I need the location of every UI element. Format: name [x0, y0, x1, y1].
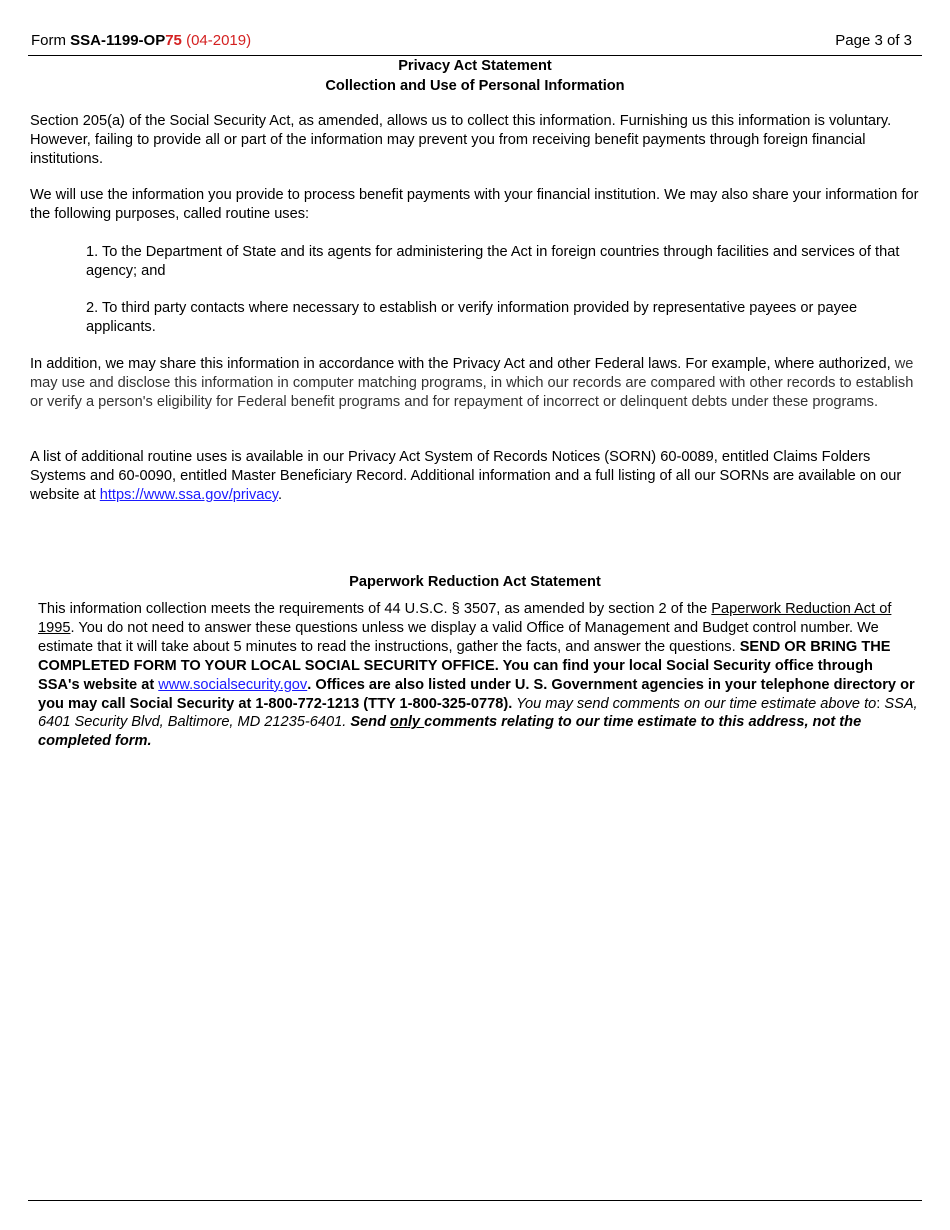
privacy-website-link[interactable]: https://www.ssa.gov/privacy [99, 486, 278, 503]
routine-use-item-2: 2. To third party contacts where necessary to establish or verify information provided by representative payees or payee applicants. [86, 300, 858, 335]
privacy-paragraph-sorn: A list of additional routine uses is available in our Privacy Act System of Records Notices (SORN) 60-0089, entitled Claims Folders Systems and 60-0090, entitled Master Beneficiary Record. Additional information and a full listing of all our SORNs are available on our website at https://www.ssa.gov/privacy. [30, 449, 902, 503]
page-number: Page 3 of 3 [835, 32, 912, 49]
privacy-paragraph-authority: Section 205(a) of the Social Security Act, as amended, allows us to collect this information. Furnishing us this information is voluntary. However, failing to provide all or part of the information may prevent you from receiving benefit payments through foreign financial institutions. [30, 113, 892, 167]
privacy-paragraph-use: We will use the information you provide to process benefit payments with your financial institution. We may also share your information for the following purposes, called routine uses: [30, 187, 919, 222]
paperwork-act-title: Paperwork Reduction Act Statement [349, 574, 601, 590]
bottom-rule [28, 1200, 922, 1201]
pra-1995-link[interactable]: Paperwork Reduction Act of 1995 [38, 601, 892, 636]
socialsecurity-website-link[interactable]: www.socialsecurity.gov [158, 676, 308, 693]
paperwork-act-heading [0, 572, 950, 592]
paperwork-paragraph: This information collection meets the requirements of 44 U.S.C. § 3507, as amended by section 2 of the Paperwork Reduction Act of 1995. You do not need to answer these questions unless we display a valid Office of Management and Budget control number. We estimate that it will take about 5 minutes to read the instructions, gather the facts, and answer the questions. SEND OR BRING THE COMPLETED FORM TO YOUR LOCAL SOCIAL SECURITY OFFICE. You can find your local Social Security office through SSA's website at www.socialsecurity.gov. Offices are also listed under U. S. Government agencies in your telephone directory or you may call Social Security at 1-800-772-1213 (TTY 1-800-325-0778). You may send comments on our time estimate above to: SSA, 6401 Security Blvd, Baltimore, MD 21235-6401. Send only comments relating to our time estimate to this address, not the completed form. [38, 601, 918, 750]
privacy-act-heading [0, 56, 950, 96]
page-header [28, 30, 922, 56]
routine-use-item-1: 1. To the Department of State and its agents for administering the Act in foreign countries through facilities and services of that agency; and [86, 244, 900, 279]
privacy-act-title: Privacy Act Statement [398, 58, 552, 74]
form-number: Form SSA-1199-OP75 (04-2019) [31, 32, 252, 49]
privacy-paragraph-sharing: In addition, we may share this information in accordance with the Privacy Act and other Federal laws. For example, where authorized, we may use and disclose this information in computer matching programs, in which our records are compared with other records to establish or verify a person's eligibility for Federal benefit programs and for repayment of incorrect or delinquent debts under these programs. [30, 356, 914, 410]
privacy-act-subtitle: Collection and Use of Personal Information [325, 78, 625, 94]
